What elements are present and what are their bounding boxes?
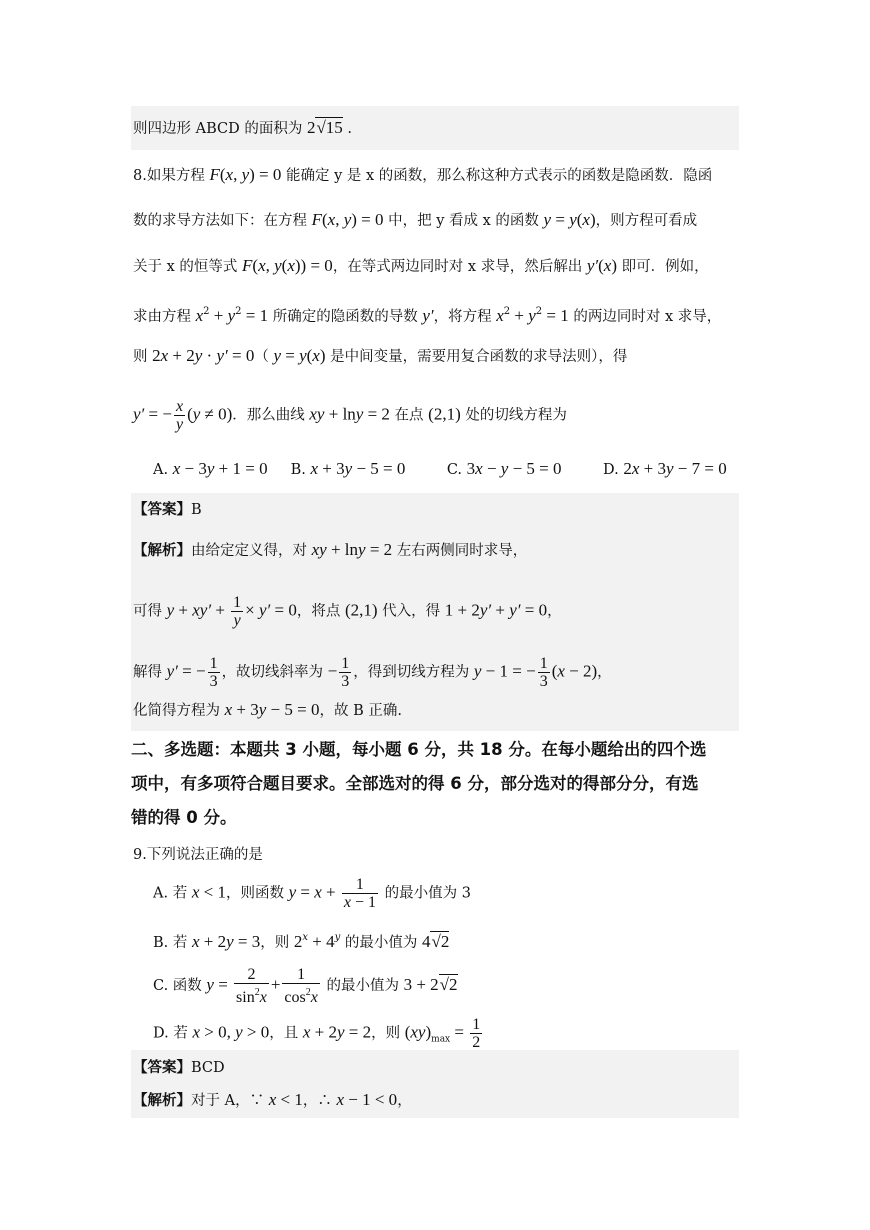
q8-stem-line-4: 求由方程 $x^2 + y^2 = 1$ 所确定的隐函数的导数 y′，将方程 $x^2 + y^2 = 1$ 的两边同时对 x 求导，	[133, 306, 722, 325]
q9-stem: 9.下列说法正确的是	[133, 847, 263, 863]
q8-stem-line-2: 数的求导方法如下：在方程 F(x, y) = 0 中，把 y 看成 x 的函数 y = y(x)，则方程可看成	[133, 210, 698, 229]
q8-stem-line-6: y′ = − $\frac{x}{y}$ (y ≠ 0)．那么曲线 xy + lny = 2 在点 (2,1) 处的切线方程为	[133, 398, 567, 433]
q8-solution-line-3: 解得 y′ = − $\frac{1}{3}$ ，故切线斜率为 − $\frac{1}{3}$ ，得到切线方程为 y − 1 = − $\frac{1}{3}$ (x − 2)，	[133, 655, 612, 690]
q9-option-c: C. 函数 y = $\frac{2}{\sin^2x}$ + $\frac{1}{\cos^2x}$ 的最小值为 3 + 2√2	[153, 966, 458, 1006]
q9-option-b: B. 若 x + 2y = 3，则 $2^x + 4^y$ 的最小值为 4√2	[153, 932, 450, 951]
q8-solution-line-4: 化简得方程为 x + 3y − 5 = 0，故 B 正确.	[133, 700, 402, 719]
q8-options: A. x − 3y + 1 = 0 B. x + 3y − 5 = 0 C. 3x − y − 5 = 0 D. 2x + 3y − 7 = 0	[153, 459, 727, 478]
q8-solution-line-1: 【解析】由给定定义得，对 xy + lny = 2 左右两侧同时求导，	[133, 540, 528, 559]
q8-answer: 【答案】B	[133, 501, 202, 518]
q8-stem-line-5: 则 2x + 2y · y′ = 0（ y = y(x) 是中间变量，需要用复合函数的求导法则），得	[133, 346, 628, 365]
section-2-heading-line-1: 二、多选题：本题共 3 小题，每小题 6 分，共 18 分。在每小题给出的四个选	[131, 740, 707, 759]
q8-solution-line-2: 可得 y + xy′ + $\frac{1}{y}$ × y′ = 0，将点 (2,1) 代入，得 1 + 2y′ + y′ = 0，	[133, 594, 562, 629]
section-2-heading-line-2: 项中，有多项符合题目要求。全部选对的得 6 分，部分选对的得部分分，有选	[131, 774, 699, 793]
q9-answer: 【答案】BCD	[133, 1059, 225, 1076]
section-2-heading-line-3: 错的得 0 分。	[131, 808, 237, 827]
q8-stem-line-3: 关于 x 的恒等式 F(x, y(x)) = 0，在等式两边同时对 x 求导，然后解出 y′(x) 即可．例如，	[133, 256, 709, 275]
area-result-line: 则四边形 ABCD 的面积为 2√15 .	[133, 118, 353, 137]
q8-stem-line-1: 8.如果方程 F(x, y) = 0 能确定 y 是 x 的函数，那么称这种方式表示的函数是隐函数．隐函	[133, 165, 713, 184]
q9-solution-line-1: 【解析】对于 A，∵ x < 1，∴ x − 1 < 0，	[133, 1090, 412, 1109]
q9-option-a: A. 若 x < 1，则函数 y = x + $\frac{1}{x - 1}$ 的最小值为 3	[153, 876, 471, 911]
q9-option-d: D. 若 x > 0, y > 0，且 x + 2y = 2，则 $(xy)_{max}$ = $\frac{1}{2}$	[153, 1016, 481, 1051]
